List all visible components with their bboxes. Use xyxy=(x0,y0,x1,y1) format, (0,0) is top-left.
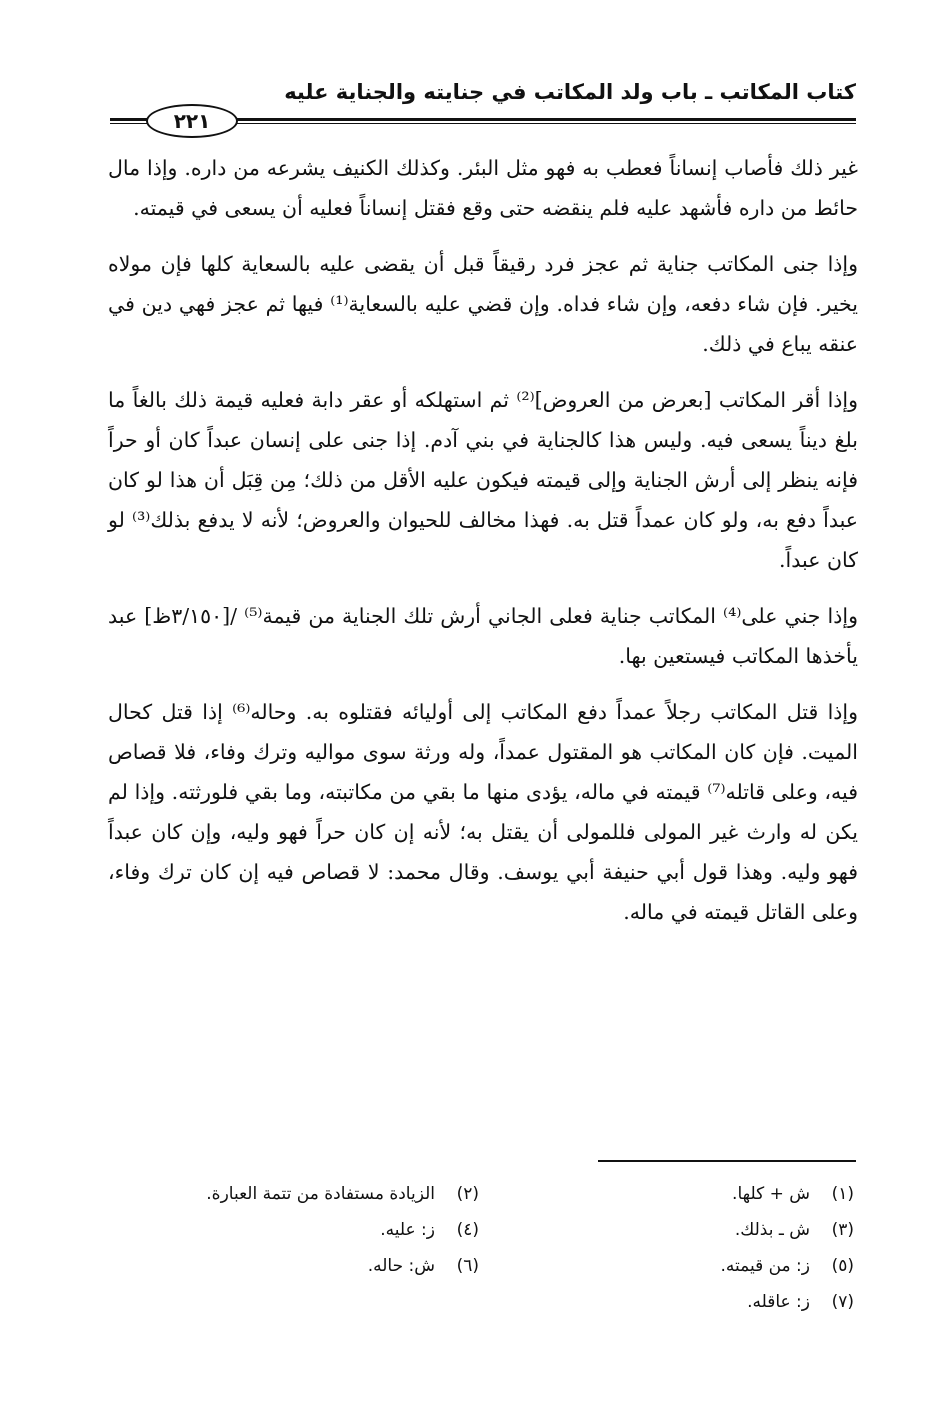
footnote-2 xyxy=(108,1176,483,1212)
footnote-number: (٢) xyxy=(456,1184,479,1204)
footnote-number: (٧) xyxy=(831,1292,854,1312)
page-number: ٢٢١ xyxy=(146,104,238,138)
footnote-separator xyxy=(598,1160,856,1162)
footnote-number: (٤) xyxy=(456,1220,479,1240)
footnote-text: ز: من قيمته. xyxy=(720,1256,810,1276)
footnote-3 xyxy=(483,1212,858,1248)
running-title: كتاب المكاتب ـ باب ولد المكاتب في جنايته والجناية عليه xyxy=(284,80,856,104)
footnote-text: ش + كلها. xyxy=(732,1184,810,1204)
paragraph: غير ذلك فأصاب إنساناً فعطب به فهو مثل البئر. وكذلك الكنيف يشرعه من داره. وإذا مال حائط من داره فأشهد عليه فلم ينقضه حتى وقع فقتل إنساناً فعليه أن يسعى في قيمته. xyxy=(108,156,858,220)
footnote-number: (١) xyxy=(831,1184,854,1204)
footnote-text: ز: عليه. xyxy=(380,1220,435,1240)
footnote-number: (٦) xyxy=(456,1256,479,1276)
footnote-text: ش ـ بذلك. xyxy=(734,1220,810,1240)
footnote-text: الزيادة مستفادة من تتمة العبارة. xyxy=(206,1184,435,1204)
footnote-4 xyxy=(108,1212,483,1248)
footnote-number: (٥) xyxy=(831,1256,854,1276)
footnote-text: ز: عاقله. xyxy=(747,1292,810,1312)
footnotes xyxy=(108,1176,858,1320)
footnote-5 xyxy=(483,1248,858,1284)
footnote-1 xyxy=(483,1176,858,1212)
paragraph: وإذا جني على⁽⁴⁾ المكاتب جناية فعلى الجاني أرش تلك الجناية من قيمة⁽⁵⁾ /[٣/١٥٠ظ] عبد يأخذها المكاتب فيستعين بها. xyxy=(108,604,858,668)
footnote-7 xyxy=(483,1284,858,1320)
footnote-text: ش: حاله. xyxy=(367,1256,435,1276)
page-header xyxy=(110,76,856,136)
paragraph: وإذا أقر المكاتب [بعرض من العروض]⁽²⁾ ثم استهلكه أو عقر دابة فعليه قيمة ذلك بالغاً ما بلغ ديناً يسعى فيه. وليس هذا كالجناية في بني آدم. إذا جنى على إنسان عبداً كان أو حراً فإنه ينظر إلى أرش الجناية وإلى قيمته فيكون عليه الأقل من ذلك؛ مِن قِبَل أن هذا لو كان عبداً دفع به، ولو كان عمداً قتل به. فهذا مخالف للحيوان والعروض؛ لأنه لا يدفع بذلك⁽³⁾ لو كان عبداً. xyxy=(108,388,859,572)
main-text xyxy=(108,148,858,948)
header-rule xyxy=(110,109,856,133)
footnote-number: (٣) xyxy=(831,1220,854,1240)
paragraph: وإذا جنى المكاتب جناية ثم عجز فرد رقيقاً قبل أن يقضى عليه بالسعاية كلها فإن مولاه يخير. فإن شاء دفعه، وإن شاء فداه. وإن قضي عليه بالسعاية⁽¹⁾ فيها ثم عجز فهي دين في عنقه يباع في ذلك. xyxy=(108,252,858,356)
paragraph: وإذا قتل المكاتب رجلاً عمداً دفع المكاتب إلى أوليائه فقتلوه به. وحاله⁽⁶⁾ إذا قتل كحال الميت. فإن كان المكاتب هو المقتول عمداً، وله ورثة سوى مواليه وترك وفاء، فلا قصاص فيه، وعلى قاتله⁽⁷⁾ قيمته في ماله، يؤدى منها ما بقي من مكاتبته، وما بقي فلورثته. وإذا لم يكن له وارث غير المولى فللمولى أن يقتل به؛ لأنه إن كان حراً فهو وليه، وإن كان عبداً فهو وليه. وهذا قول أبي حنيفة أبي يوسف. وقال محمد: لا قصاص فيه إن كان ترك وفاء، وعلى القاتل قيمته في ماله. xyxy=(108,700,859,924)
footnote-6 xyxy=(108,1248,483,1284)
